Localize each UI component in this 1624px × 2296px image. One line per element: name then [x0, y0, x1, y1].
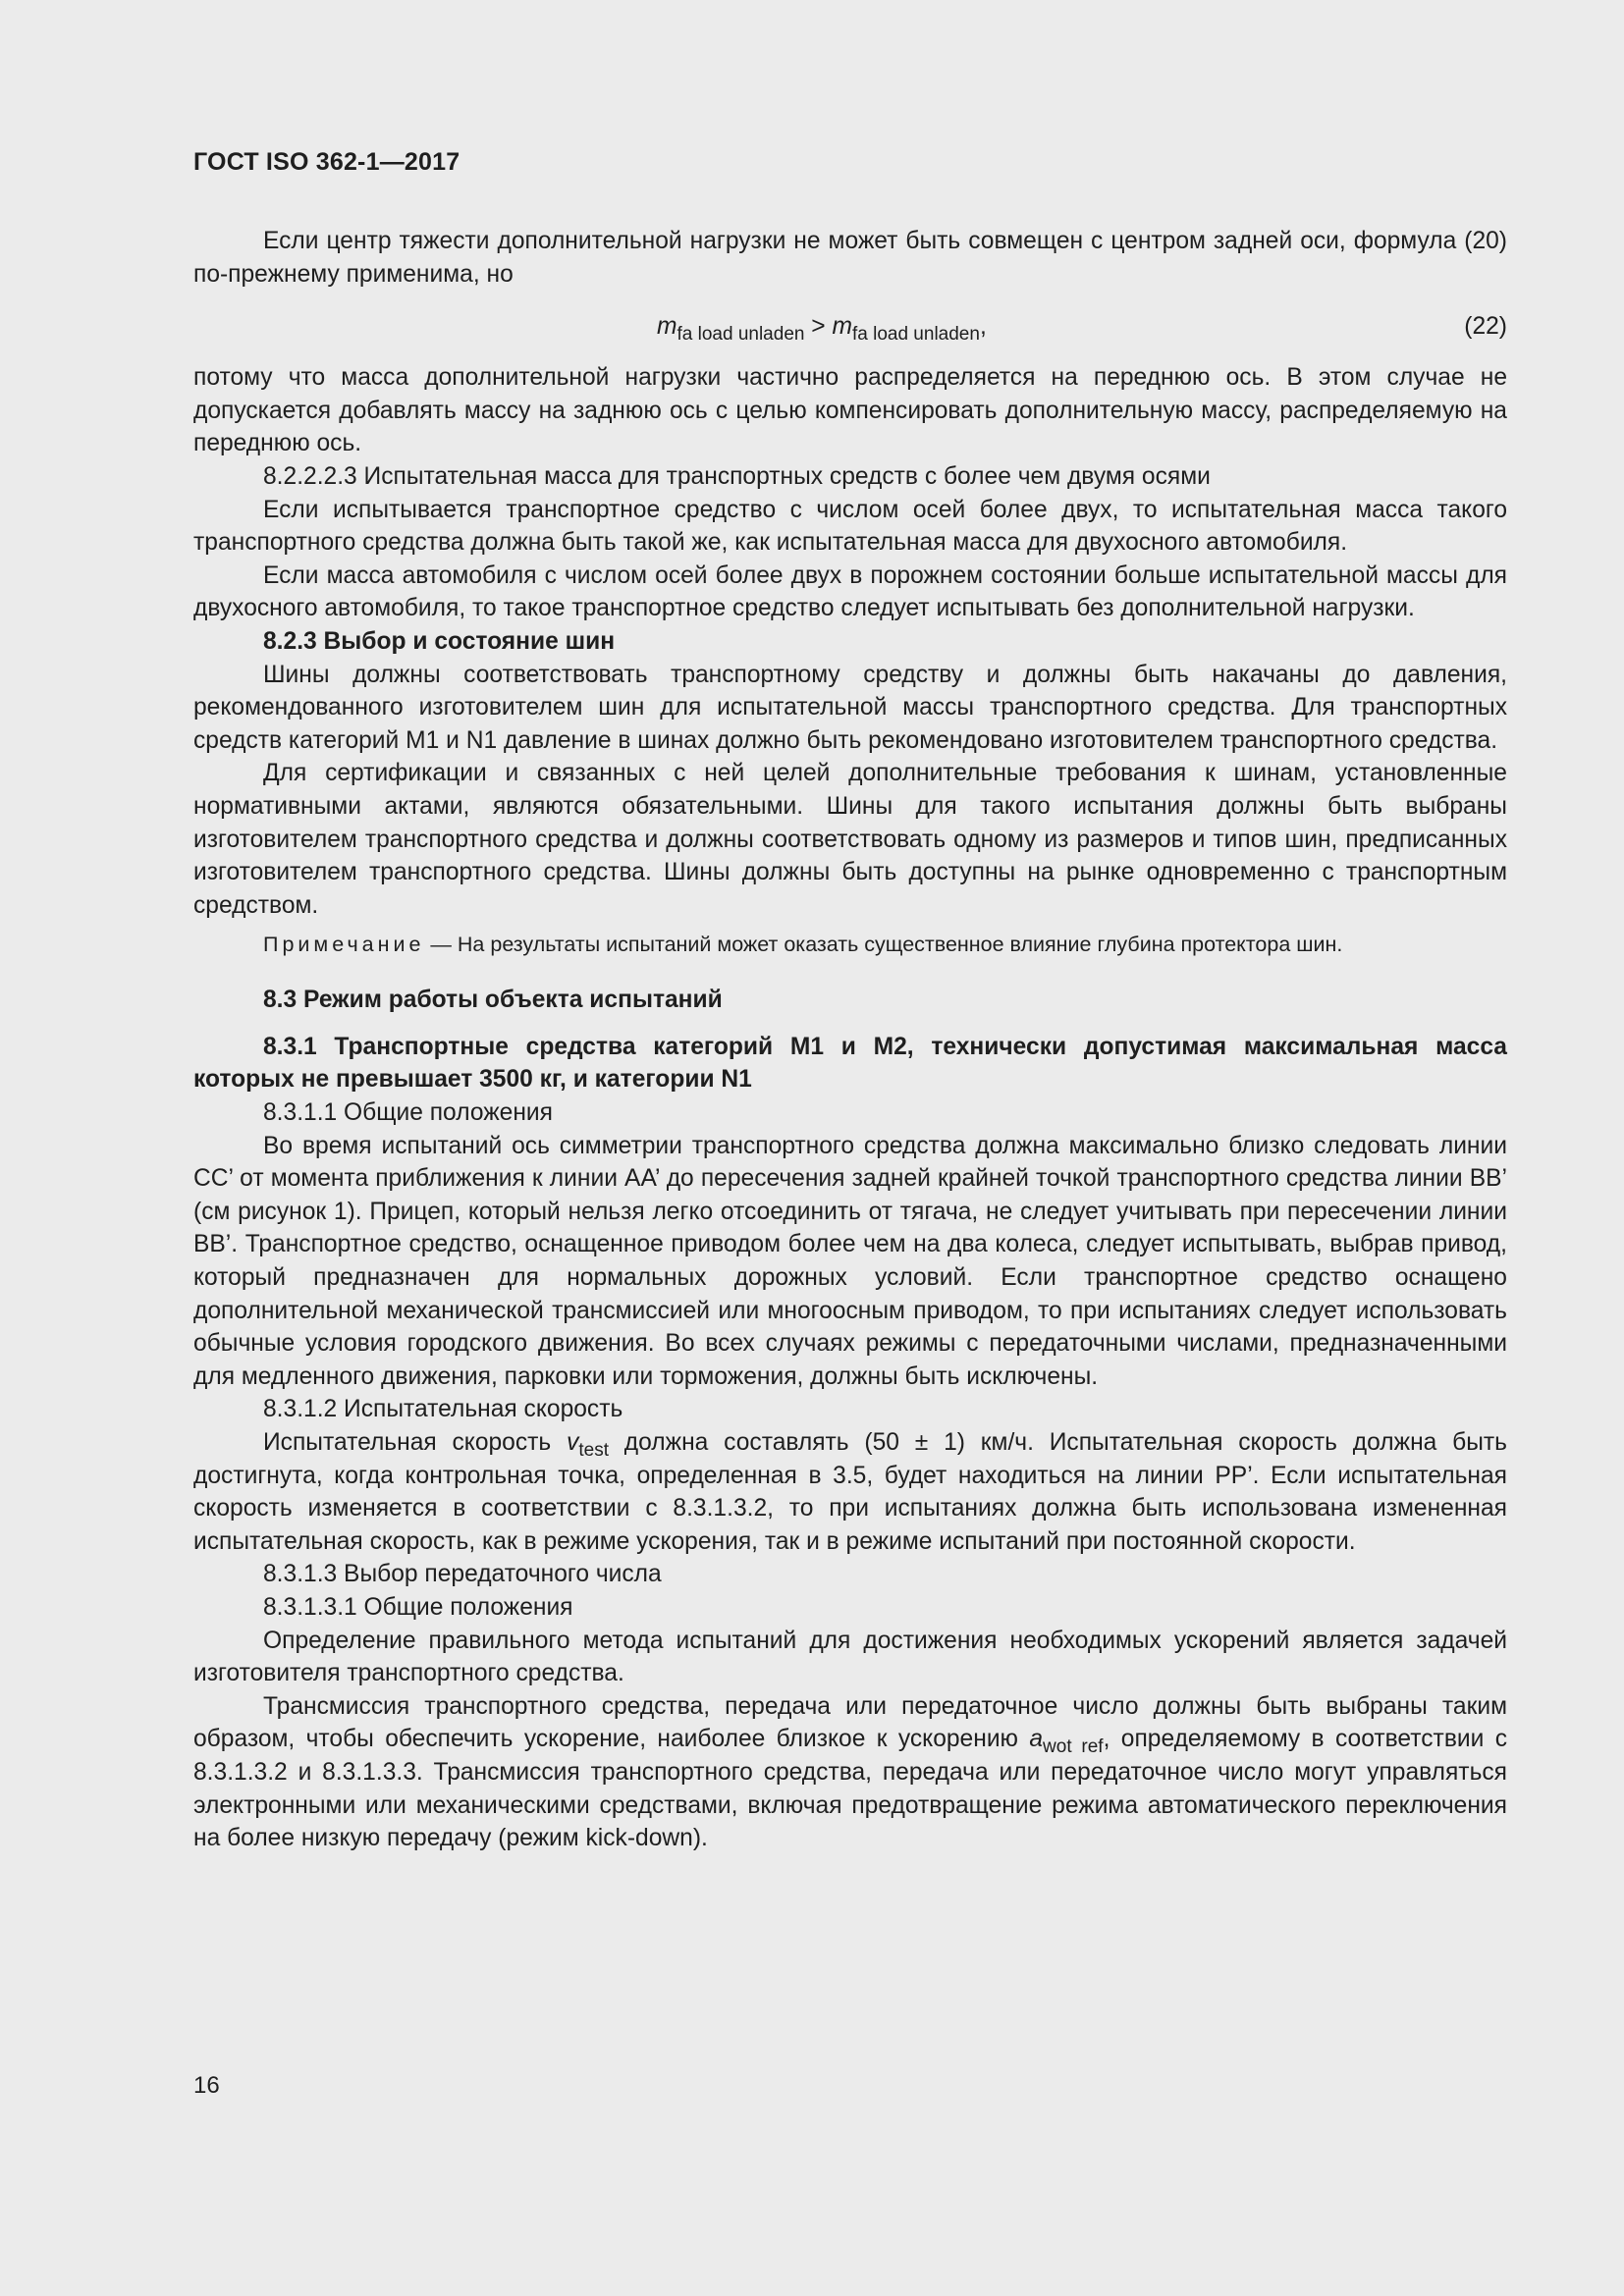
note-label: Примечание: [263, 933, 425, 957]
section-heading-8-3-1-3: 8.3.1.3 Выбор передаточного числа: [263, 1561, 662, 1588]
paragraph: Если испытывается транспортное средство с числом осей более двух, то испытательная масса такого транспортного средства должна быть такой же, как испытательная масса для двухосного автомобиля.: [193, 496, 1507, 557]
formula-expression: $m_{fa load unladen} > m_{fa load unladen}$,: [657, 313, 987, 346]
paragraph: потому что масса дополнительной нагрузки частично распределяется на переднюю ось. В этом случае не допускается добавлять массу на заднюю ось с целью компенсировать дополнительную массу, распределяемую на переднюю ось.: [193, 364, 1507, 457]
paragraph: Если масса автомобиля с числом осей более двух в порожнем состоянии больше испытательной массы для двухосного автомобиля, то такое транспортное средство следует испытывать без дополнительной нагрузки.: [193, 561, 1507, 622]
formula-22: [193, 291, 1507, 361]
document-header: ГОСТ ISO 362-1—2017: [193, 148, 460, 176]
paragraph: Для сертификации и связанных с ней целей дополнительные требования к шинам, установленные нормативными актами, являются обязательными. Шины для такого испытания должны быть выбраны изготовителем транспортного средства и должны соответствовать одному из размеров и типов шин, предписанных изготовителем транспортного средства. Шины должны быть доступны на рынке одновременно с транспортным средством.: [193, 760, 1507, 919]
paragraph: Во время испытаний ось симметрии транспортного средства должна максимально близко следовать линии CC’ от момента приближения к линии AA’ до пересечения задней крайней точкой транспортного средства линии BB’ (см рисунок 1). Прицеп, который нельзя легко отсоединить от тягача, не следует учитывать при пересечении линии BB’. Транспортное средство, оснащенное приводом более чем на два колеса, следует испытывать, выбрав привод, который предназначен для нормальных дорожных условий. Если транспортное средство оснащено дополнительной механической трансмиссией или многоосным приводом, то при испытаниях следует использовать обычные условия городского движения. Во всех случаях режимы с передаточными числами, предназначенными для медленного движения, парковки или торможения, должны быть исключены.: [193, 1132, 1507, 1390]
paragraph: Испытательная скорость $v_{test}$ должна составлять (50 ± 1) км/ч. Испытательная скорость должна быть достигнута, когда контрольная точка, определенная в 3.5, будет находиться на линии PP’. Если испытательная скорость изменяется в соответствии с 8.3.1.3.2, то при испытаниях должна быть использована измененная испытательная скорость, как в режиме ускорения, так и в режиме испытаний при постоянной скорости.: [193, 1429, 1507, 1555]
section-heading-8-3-1-3-1: 8.3.1.3.1 Общие положения: [263, 1593, 573, 1621]
section-heading-8-2-2-2-3: 8.2.2.2.3 Испытательная масса для транспортных средств с более чем двумя осями: [263, 462, 1211, 490]
section-heading-8-3-1: 8.3.1 Транспортные средства категорий M1 и M2, технически допустимая максимальная масса которых не превышает 3500 кг, и категории N1: [193, 1033, 1507, 1094]
paragraph: Трансмиссия транспортного средства, передача или передаточное число должны быть выбраны таким образом, чтобы обеспечить ускорение, наиболее близкое к ускорению $a_{wot ref}$, определяемому в соответствии с 8.3.1.3.2 и 8.3.1.3.3. Трансмиссия транспортного средства, передача или передаточное число могут управляться электронными или механическими средствами, включая предотвращение режима автоматического переключения на более низкую передачу (режим kick-down).: [193, 1692, 1508, 1852]
section-heading-8-3-1-1: 8.3.1.1 Общие положения: [263, 1099, 553, 1127]
section-heading-8-2-3: 8.2.3 Выбор и состояние шин: [263, 627, 616, 655]
note: [193, 930, 1507, 959]
formula-number: (22): [1464, 313, 1507, 341]
note-text: — На результаты испытаний может оказать существенное влияние глубина протектора шин.: [424, 933, 1343, 957]
paragraph: Определение правильного метода испытаний для достижения необходимых ускорений является задачей изготовителя транспортного средства.: [193, 1627, 1507, 1687]
page-number: 16: [193, 2072, 220, 2099]
document-body: [193, 225, 1507, 1855]
section-heading-8-3-1-2: 8.3.1.2 Испытательная скорость: [263, 1396, 623, 1423]
paragraph: Шины должны соответствовать транспортному средству и должны быть накачаны до давления, рекомендованного изготовителем шин для испытательной массы транспортного средства. Для транспортных средств категорий M1 и N1 давление в шинах должно быть рекомендовано изготовителем транспортного средства.: [193, 661, 1507, 754]
paragraph: Если центр тяжести дополнительной нагрузки не может быть совмещен с центром задней оси, формула (20) по-прежнему применима, но: [193, 228, 1507, 288]
section-heading-8-3: 8.3 Режим работы объекта испытаний: [263, 987, 723, 1014]
